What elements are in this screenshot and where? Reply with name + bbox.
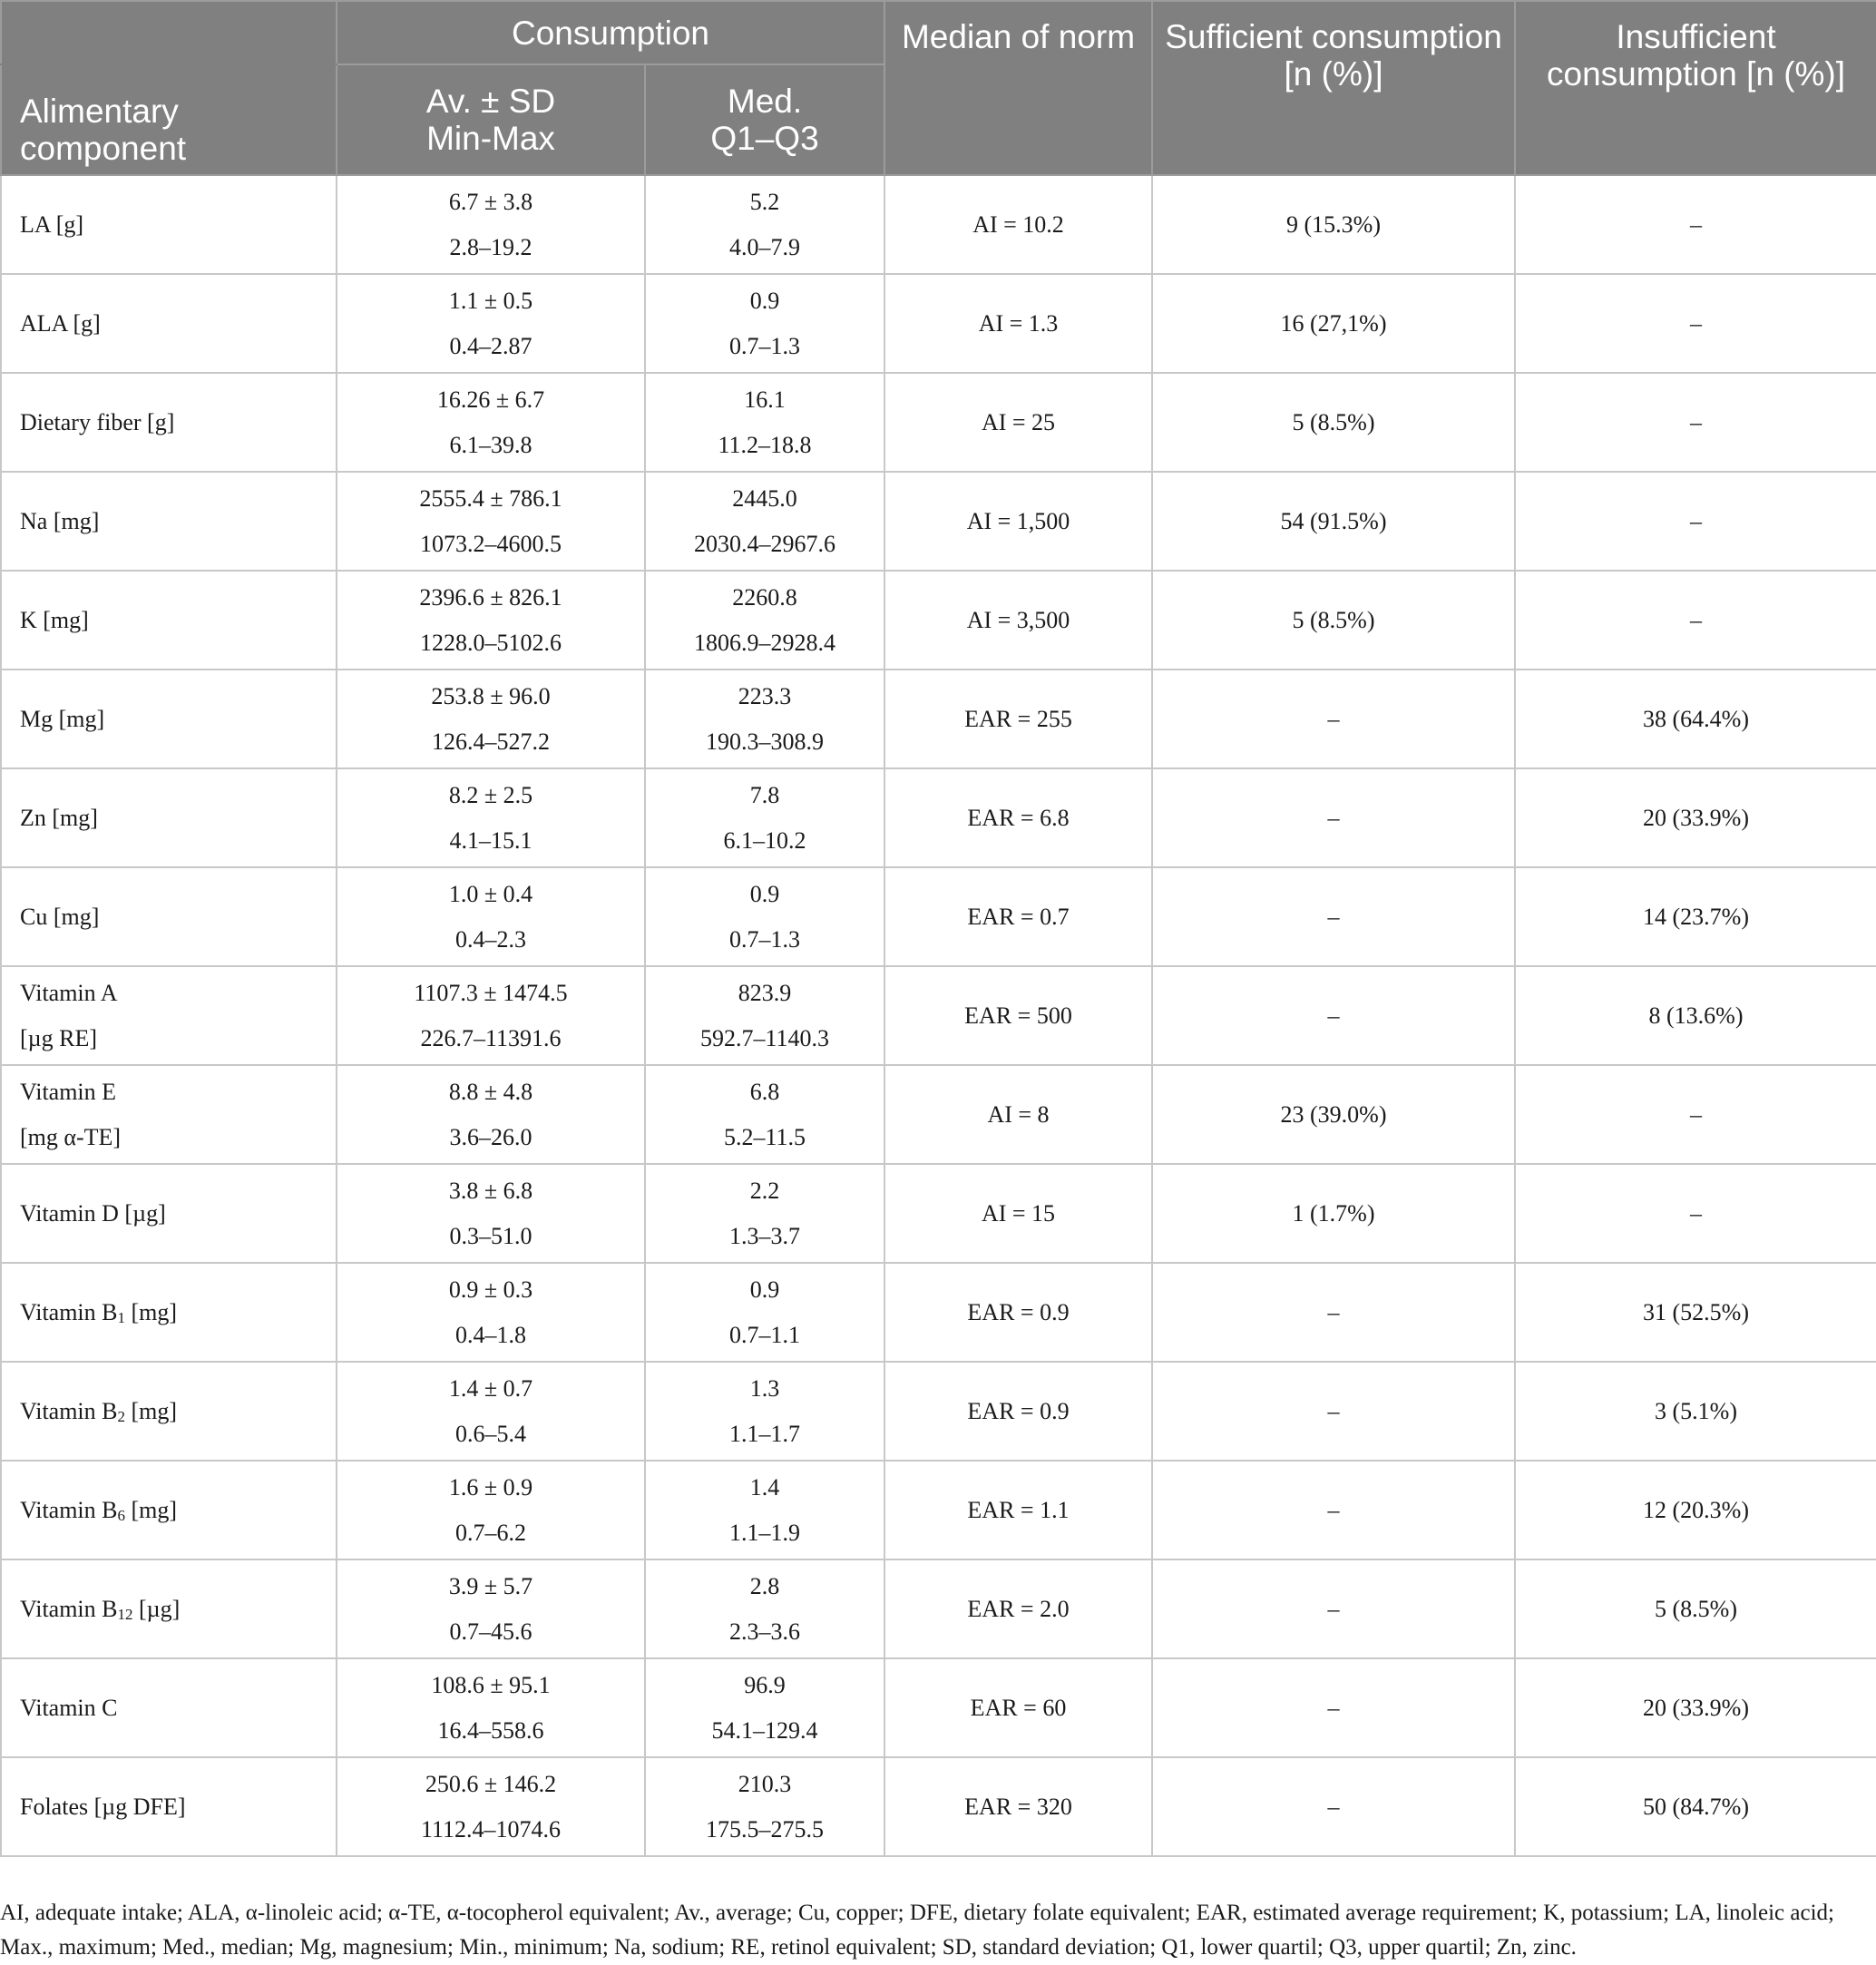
quartile-range-value: 54.1–129.4 [711, 1716, 818, 1744]
quartile-range-value: 4.0–7.9 [729, 233, 800, 260]
table-row [1, 1559, 1876, 1658]
average-sd-value: 16.26 ± 6.7 [436, 386, 545, 413]
insufficient-consumption-cell: 38 (64.4%) [1515, 670, 1876, 768]
sufficient-consumption-cell: – [1152, 1362, 1515, 1461]
sufficient-consumption-cell: 1 (1.7%) [1152, 1164, 1515, 1263]
median-quartile-cell [645, 1757, 884, 1856]
component-name: Cu [mg] [20, 903, 100, 930]
table-row [1, 1757, 1876, 1856]
average-sd-value: 1.0 ± 0.4 [448, 880, 533, 907]
table-footnote: AI, adequate intake; ALA, α-linoleic acid; α-TE, α-tocopherol equivalent; Av., average; Cu, copper; DFE, dietary folate equivalent; EAR, estimated average requirement; K, potassium; LA, linoleic acid; Max., maximum; Med., median; Mg, magnesium; Min., minimum; Na, sodium; RE, retinol equivalent; SD, standard deviation; Q1, lower quartil; Q3, upper quartil; Zn, zinc. [0, 1901, 1834, 1960]
median-value: 0.9 [749, 287, 780, 314]
insufficient-consumption-cell: – [1515, 1065, 1876, 1164]
average-range-cell [337, 966, 645, 1065]
component-name: Dietary fiber [g] [20, 408, 175, 435]
insufficient-consumption-cell: – [1515, 373, 1876, 472]
component-name: LA [g] [20, 210, 84, 238]
component-name-cell [1, 1461, 337, 1559]
sufficient-consumption-cell: – [1152, 1559, 1515, 1658]
average-sd-value: 250.6 ± 146.2 [425, 1770, 557, 1797]
header-average-label: Av. ± SD [425, 83, 556, 120]
median-value: 2.8 [749, 1572, 780, 1599]
component-name: Mg [mg] [20, 705, 105, 732]
median-quartile-cell [645, 472, 884, 571]
component-name-cell [1, 1263, 337, 1362]
median-value: 7.8 [749, 781, 780, 808]
average-sd-value: 1.1 ± 0.5 [448, 287, 533, 314]
table-body [1, 175, 1876, 1856]
median-quartile-cell [645, 571, 884, 670]
sufficient-consumption-cell: 9 (15.3%) [1152, 175, 1515, 274]
table-row [1, 1164, 1876, 1263]
median-value: 5.2 [749, 188, 780, 215]
table-row [1, 966, 1876, 1065]
quartile-range-value: 6.1–10.2 [723, 826, 806, 854]
median-of-norm-cell: EAR = 6.8 [884, 768, 1152, 867]
insufficient-consumption-cell: 12 (20.3%) [1515, 1461, 1876, 1559]
table-row [1, 867, 1876, 966]
median-of-norm-cell: EAR = 1.1 [884, 1461, 1152, 1559]
median-of-norm-cell: EAR = 255 [884, 670, 1152, 768]
component-unit: [µg RE] [20, 1024, 98, 1051]
average-range-cell [337, 571, 645, 670]
average-sd-value: 253.8 ± 96.0 [431, 682, 551, 709]
quartile-range-value: 190.3–308.9 [706, 728, 824, 755]
component-name-cell [1, 1757, 337, 1856]
table-row [1, 274, 1876, 373]
average-sd-value: 3.9 ± 5.7 [448, 1572, 533, 1599]
sufficient-consumption-cell: 5 (8.5%) [1152, 571, 1515, 670]
average-range-cell [337, 670, 645, 768]
median-quartile-cell [645, 1164, 884, 1263]
header-sufficient-consumption: Sufficient consumption [n (%)] [1152, 1, 1515, 175]
average-sd-value: 2555.4 ± 786.1 [419, 484, 562, 512]
average-sd-value: 3.8 ± 6.8 [448, 1177, 533, 1204]
header-minmax-label: Min-Max [426, 120, 555, 157]
sufficient-consumption-cell: – [1152, 867, 1515, 966]
header-alimentary-component: Alimentary component [1, 64, 337, 175]
header-median-of-norm: Median of norm [884, 1, 1152, 175]
component-name: Vitamin A [20, 979, 118, 1006]
average-sd-value: 1.4 ± 0.7 [448, 1374, 533, 1402]
average-range-cell [337, 1263, 645, 1362]
component-unit: [mg] [125, 1496, 178, 1523]
median-quartile-cell [645, 670, 884, 768]
average-sd-value: 8.2 ± 2.5 [448, 781, 533, 808]
median-value: 2.2 [749, 1177, 780, 1204]
sufficient-consumption-cell: – [1152, 966, 1515, 1065]
median-quartile-cell [645, 867, 884, 966]
component-name: Vitamin B [20, 1496, 118, 1523]
average-sd-value: 1.6 ± 0.9 [448, 1473, 533, 1501]
average-range-cell [337, 274, 645, 373]
header-median-label: Med. [727, 83, 803, 120]
median-quartile-cell [645, 1559, 884, 1658]
median-of-norm-cell: AI = 1.3 [884, 274, 1152, 373]
insufficient-consumption-cell: 14 (23.7%) [1515, 867, 1876, 966]
component-name-cell [1, 1065, 337, 1164]
insufficient-consumption-cell: 8 (13.6%) [1515, 966, 1876, 1065]
median-of-norm-cell: EAR = 320 [884, 1757, 1152, 1856]
sufficient-consumption-cell: 23 (39.0%) [1152, 1065, 1515, 1164]
median-quartile-cell [645, 768, 884, 867]
table-row [1, 1658, 1876, 1757]
insufficient-consumption-cell: 20 (33.9%) [1515, 768, 1876, 867]
component-name: Na [mg] [20, 507, 100, 534]
min-max-value: 126.4–527.2 [432, 728, 550, 755]
header-consumption: Consumption [337, 1, 884, 64]
median-of-norm-cell: EAR = 500 [884, 966, 1152, 1065]
component-name-cell [1, 1658, 337, 1757]
component-unit: [mg α-TE] [20, 1123, 122, 1150]
sufficient-consumption-cell: 54 (91.5%) [1152, 472, 1515, 571]
min-max-value: 0.6–5.4 [455, 1420, 526, 1447]
min-max-value: 4.1–15.1 [449, 826, 533, 854]
component-name: ALA [g] [20, 309, 101, 337]
header-insufficient-consumption: Insufficient consumption [n (%)] [1515, 1, 1876, 175]
header-blank-cell [1, 1, 337, 64]
median-quartile-cell [645, 1461, 884, 1559]
quartile-range-value: 592.7–1140.3 [699, 1024, 830, 1051]
average-range-cell [337, 472, 645, 571]
sufficient-consumption-cell: – [1152, 1757, 1515, 1856]
component-unit: [µg] [132, 1595, 181, 1622]
min-max-value: 0.7–6.2 [455, 1519, 526, 1546]
average-range-cell [337, 1757, 645, 1856]
component-name-cell [1, 274, 337, 373]
average-range-cell [337, 867, 645, 966]
average-range-cell [337, 373, 645, 472]
component-name: Vitamin C [20, 1694, 118, 1721]
component-subscript: 1 [117, 1308, 125, 1326]
table-row [1, 1362, 1876, 1461]
component-unit: [mg] [125, 1298, 178, 1325]
median-value: 2260.8 [732, 583, 797, 611]
component-name-cell [1, 175, 337, 274]
quartile-range-value: 0.7–1.3 [729, 925, 800, 953]
median-of-norm-cell: EAR = 0.9 [884, 1362, 1152, 1461]
insufficient-consumption-cell: – [1515, 571, 1876, 670]
median-of-norm-cell: AI = 8 [884, 1065, 1152, 1164]
table-row [1, 1263, 1876, 1362]
median-value: 0.9 [749, 880, 780, 907]
median-of-norm-cell: AI = 15 [884, 1164, 1152, 1263]
sufficient-consumption-cell: – [1152, 768, 1515, 867]
min-max-value: 0.4–1.8 [455, 1321, 526, 1348]
min-max-value: 1112.4–1074.6 [420, 1815, 562, 1843]
component-subscript: 6 [117, 1506, 125, 1524]
component-name-cell [1, 670, 337, 768]
table-row [1, 373, 1876, 472]
median-of-norm-cell: EAR = 0.7 [884, 867, 1152, 966]
min-max-value: 1228.0–5102.6 [420, 629, 562, 656]
median-of-norm-cell: AI = 3,500 [884, 571, 1152, 670]
median-quartile-cell [645, 1658, 884, 1757]
table-row [1, 175, 1876, 274]
median-of-norm-cell: EAR = 0.9 [884, 1263, 1152, 1362]
average-range-cell [337, 1461, 645, 1559]
sufficient-consumption-cell: – [1152, 1658, 1515, 1757]
median-quartile-cell [645, 175, 884, 274]
quartile-range-value: 1.1–1.9 [729, 1519, 800, 1546]
table-header [1, 1, 1876, 175]
sufficient-consumption-cell: 16 (27,1%) [1152, 274, 1515, 373]
table-row [1, 670, 1876, 768]
average-sd-value: 6.7 ± 3.8 [448, 188, 533, 215]
quartile-range-value: 2030.4–2967.6 [694, 530, 835, 557]
component-name: Vitamin B [20, 1397, 118, 1424]
average-range-cell [337, 1559, 645, 1658]
insufficient-consumption-cell: – [1515, 1164, 1876, 1263]
quartile-range-value: 5.2–11.5 [723, 1123, 806, 1150]
insufficient-consumption-cell: 20 (33.9%) [1515, 1658, 1876, 1757]
component-name-cell [1, 966, 337, 1065]
average-range-cell [337, 768, 645, 867]
min-max-value: 0.4–2.3 [455, 925, 526, 953]
sufficient-consumption-cell: – [1152, 670, 1515, 768]
median-value: 6.8 [749, 1078, 780, 1105]
median-value: 16.1 [744, 386, 786, 413]
average-sd-value: 2396.6 ± 826.1 [419, 583, 562, 611]
component-name-cell [1, 472, 337, 571]
insufficient-consumption-cell: – [1515, 274, 1876, 373]
median-quartile-cell [645, 1362, 884, 1461]
min-max-value: 1073.2–4600.5 [420, 530, 562, 557]
sufficient-consumption-cell: – [1152, 1263, 1515, 1362]
min-max-value: 3.6–26.0 [449, 1123, 533, 1150]
min-max-value: 6.1–39.8 [449, 431, 533, 458]
median-quartile-cell [645, 1065, 884, 1164]
sufficient-consumption-cell: 5 (8.5%) [1152, 373, 1515, 472]
median-value: 210.3 [738, 1770, 792, 1797]
average-sd-value: 1107.3 ± 1474.5 [414, 979, 568, 1006]
min-max-value: 0.3–51.0 [449, 1222, 533, 1249]
median-value: 0.9 [749, 1276, 780, 1303]
component-name: K [mg] [20, 606, 89, 633]
component-unit: [mg] [125, 1397, 178, 1424]
quartile-range-value: 1.3–3.7 [729, 1222, 800, 1249]
header-quartile-label: Q1–Q3 [710, 120, 819, 157]
component-name-cell [1, 1559, 337, 1658]
component-name-cell [1, 1164, 337, 1263]
quartile-range-value: 175.5–275.5 [706, 1815, 824, 1843]
insufficient-consumption-cell: 3 (5.1%) [1515, 1362, 1876, 1461]
min-max-value: 0.7–45.6 [449, 1618, 533, 1645]
table-row [1, 571, 1876, 670]
header-average-sd [337, 64, 645, 175]
component-name: Vitamin B [20, 1595, 118, 1622]
min-max-value: 0.4–2.87 [449, 332, 533, 359]
average-range-cell [337, 1065, 645, 1164]
component-subscript: 2 [117, 1407, 125, 1425]
average-range-cell [337, 175, 645, 274]
median-value: 1.4 [749, 1473, 780, 1501]
component-name-cell [1, 1362, 337, 1461]
component-name: Vitamin E [20, 1078, 117, 1105]
insufficient-consumption-cell: 50 (84.7%) [1515, 1757, 1876, 1856]
median-quartile-cell [645, 274, 884, 373]
average-sd-value: 108.6 ± 95.1 [431, 1671, 551, 1698]
component-name: Vitamin B [20, 1298, 118, 1325]
quartile-range-value: 11.2–18.8 [718, 431, 812, 458]
min-max-value: 226.7–11391.6 [420, 1024, 562, 1051]
quartile-range-value: 0.7–1.3 [729, 332, 800, 359]
component-name-cell [1, 571, 337, 670]
median-value: 223.3 [738, 682, 792, 709]
quartile-range-value: 0.7–1.1 [729, 1321, 800, 1348]
header-median-quartiles [645, 64, 884, 175]
median-of-norm-cell: AI = 10.2 [884, 175, 1152, 274]
component-name: Zn [mg] [20, 804, 98, 831]
quartile-range-value: 1806.9–2928.4 [694, 629, 835, 656]
table-row [1, 1065, 1876, 1164]
table-row [1, 768, 1876, 867]
sufficient-consumption-cell: – [1152, 1461, 1515, 1559]
component-name-cell [1, 373, 337, 472]
average-range-cell [337, 1658, 645, 1757]
median-of-norm-cell: AI = 1,500 [884, 472, 1152, 571]
quartile-range-value: 1.1–1.7 [729, 1420, 800, 1447]
median-value: 2445.0 [732, 484, 797, 512]
average-sd-value: 8.8 ± 4.8 [448, 1078, 533, 1105]
component-name: Folates [µg DFE] [20, 1793, 186, 1820]
min-max-value: 2.8–19.2 [449, 233, 533, 260]
median-quartile-cell [645, 373, 884, 472]
median-of-norm-cell: EAR = 60 [884, 1658, 1152, 1757]
component-subscript: 12 [117, 1605, 133, 1623]
table-row [1, 1461, 1876, 1559]
component-name-cell [1, 867, 337, 966]
table-row [1, 472, 1876, 571]
insufficient-consumption-cell: 31 (52.5%) [1515, 1263, 1876, 1362]
insufficient-consumption-cell: – [1515, 472, 1876, 571]
median-quartile-cell [645, 1263, 884, 1362]
median-value: 96.9 [744, 1671, 786, 1698]
median-of-norm-cell: EAR = 2.0 [884, 1559, 1152, 1658]
median-value: 823.9 [738, 979, 792, 1006]
median-quartile-cell [645, 966, 884, 1065]
average-range-cell [337, 1164, 645, 1263]
component-name-cell [1, 768, 337, 867]
average-sd-value: 0.9 ± 0.3 [448, 1276, 533, 1303]
quartile-range-value: 2.3–3.6 [729, 1618, 800, 1645]
min-max-value: 16.4–558.6 [437, 1716, 544, 1744]
insufficient-consumption-cell: 5 (8.5%) [1515, 1559, 1876, 1658]
average-range-cell [337, 1362, 645, 1461]
insufficient-consumption-cell: – [1515, 175, 1876, 274]
component-name: Vitamin D [µg] [20, 1199, 166, 1227]
median-value: 1.3 [749, 1374, 780, 1402]
median-of-norm-cell: AI = 25 [884, 373, 1152, 472]
